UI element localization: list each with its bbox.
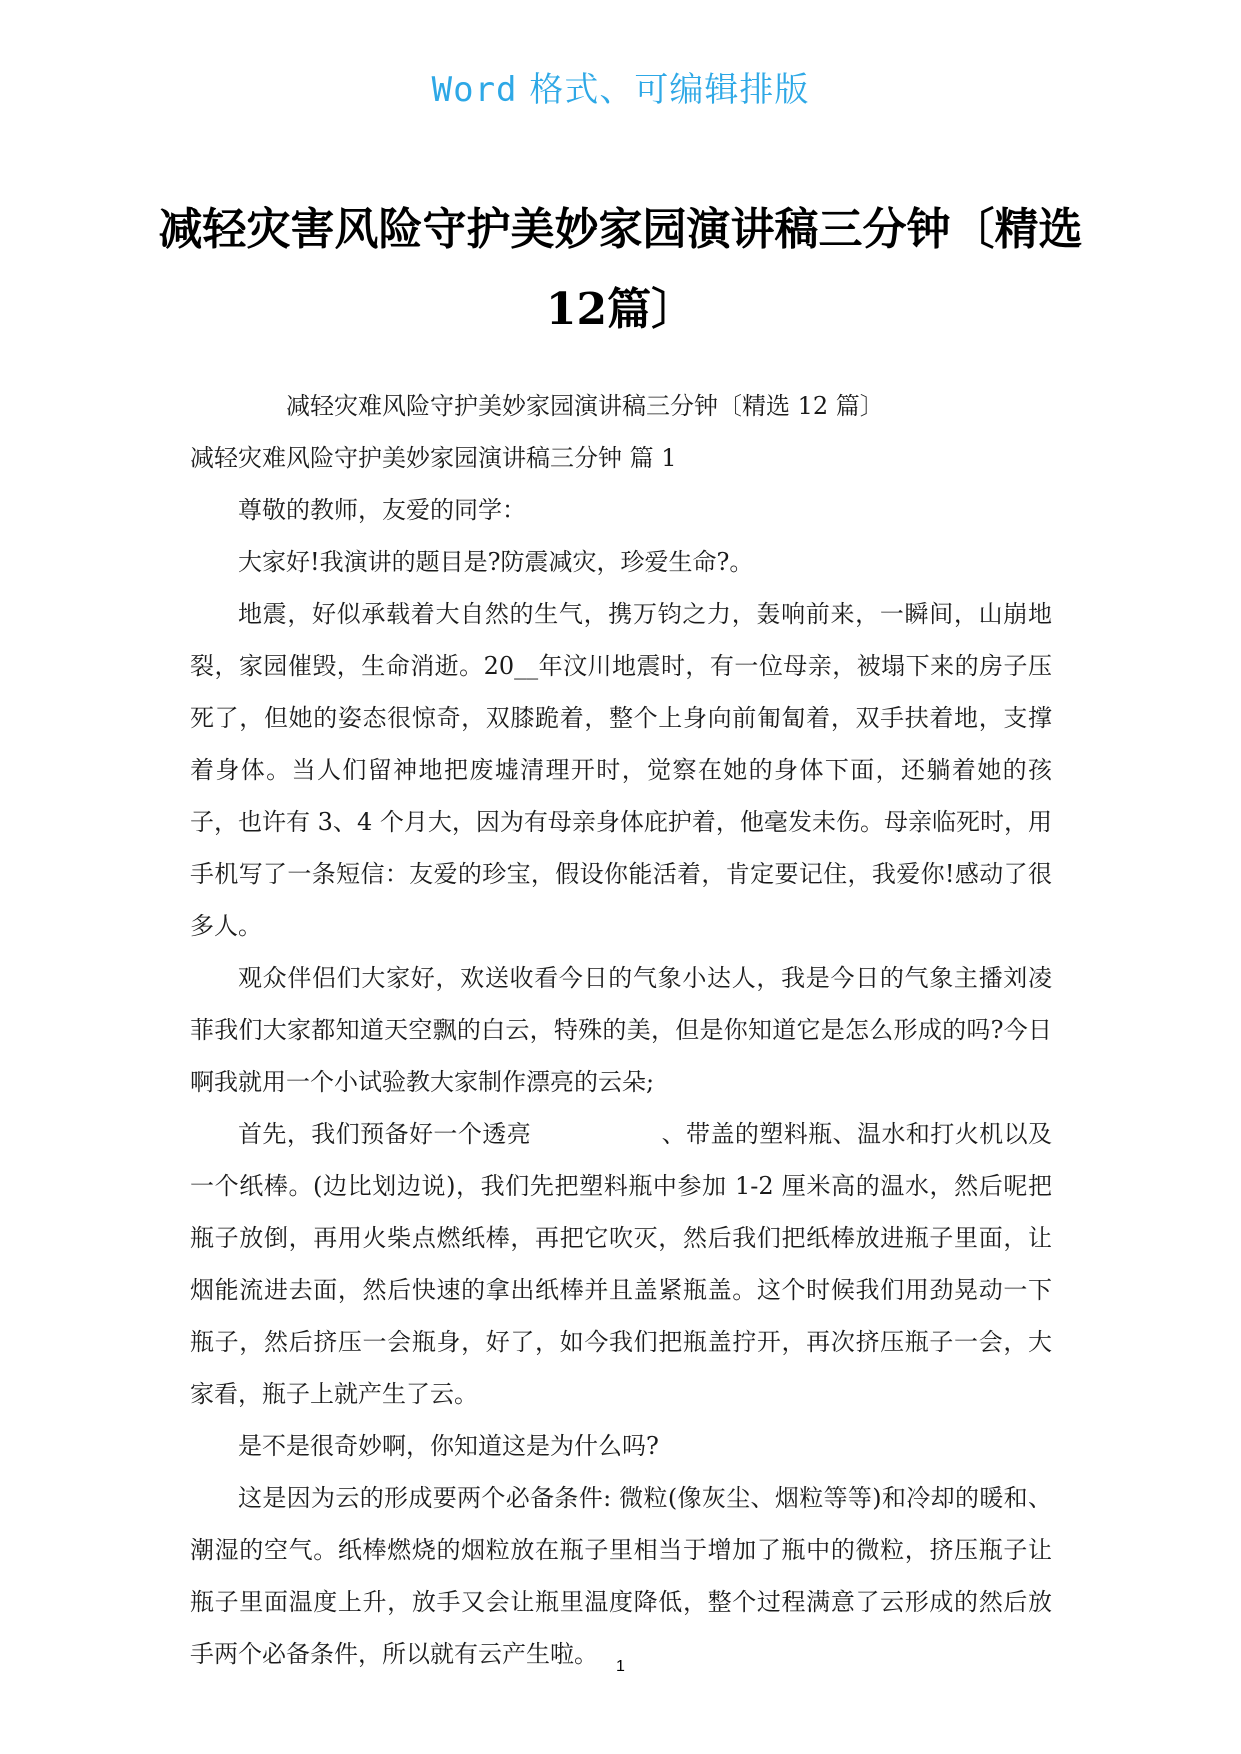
page-number: 1 bbox=[616, 1658, 625, 1675]
watermark-header bbox=[0, 62, 1241, 111]
title-line-2: 12篇〕 bbox=[545, 284, 696, 335]
title-line-1: 减轻灾害风险守护美妙家园演讲稿三分钟〔精选 bbox=[158, 204, 1083, 255]
paragraph-explanation: 这是因为云的形成要两个必备条件: 微粒(像灰尘、烟粒等等)和冷却的暖和、潮湿的空气。纸棒燃烧的烟粒放在瓶子里相当于增加了瓶中的微粒，挤压瓶子让瓶子里面温度上升，放手又会让瓶里温度降低，整个过程满意了云形成的然后放手两个必备条件，所以就有云产生啦。 bbox=[190, 1484, 1052, 1668]
document-subtitle: 减轻灾难风险守护美妙家园演讲稿三分钟〔精选 12 篇〕 bbox=[286, 392, 884, 420]
document-body bbox=[190, 380, 1052, 1680]
watermark-latin: Word bbox=[431, 70, 518, 110]
paragraph-experiment bbox=[190, 1108, 1052, 1420]
paragraph-topic: 大家好!我演讲的题目是?防震减灾，珍爱生命?。 bbox=[238, 548, 754, 576]
paragraph-weather-intro: 观众伴侣们大家好，欢送收看今日的气象小达人，我是今日的气象主播刘凌菲我们大家都知道天空飘的白云，特殊的美，但是你知道它是怎么形成的吗?今日啊我就用一个小试验教大家制作漂亮的云朵; bbox=[190, 964, 1052, 1096]
document-title bbox=[150, 190, 1091, 350]
paragraph-experiment-part-b: 、带盖的塑料瓶、温水和打火机以及一个纸棒。(边比划边说)，我们先把塑料瓶中参加 1-2 厘米高的温水，然后呢把瓶子放倒，再用火柴点燃纸棒，再把它吹灭，然后我们把纸棒放进瓶子里面，让烟能流进去面，然后快速的拿出纸棒并且盖紧瓶盖。这个时候我们用劲晃动一下瓶子，然后挤压一会瓶身，好了，如今我们把瓶盖拧开，再次挤压瓶子一会，大家看，瓶子上就产生了云。 bbox=[190, 1120, 1053, 1408]
section-heading: 减轻灾难风险守护美妙家园演讲稿三分钟 篇 1 bbox=[190, 444, 677, 472]
paragraph-earthquake: 地震，好似承载着大自然的生气，携万钧之力，轰响前来，一瞬间，山崩地裂，家园催毁，生命消逝。20__年汶川地震时，有一位母亲，被塌下来的房子压死了，但她的姿态很惊奇，双膝跪着，整个上身向前匍匐着，双手扶着地，支撑着身体。当人们留神地把废墟清理开时，觉察在她的身体下面，还躺着她的孩子，也许有 3、4 个月大，因为有母亲身体庇护着，他毫发未伤。母亲临死时，用手机写了一条短信：友爱的珍宝，假设你能活着，肯定要记住，我爱你!感动了很多人。 bbox=[190, 600, 1052, 940]
paragraph-greeting: 尊敬的教师，友爱的同学： bbox=[238, 496, 526, 524]
paragraph-experiment-part-a: 首先，我们预备好一个透亮 bbox=[238, 1120, 532, 1148]
watermark-cjk: 格式、可编辑排版 bbox=[529, 70, 810, 110]
paragraph-question: 是不是很奇妙啊，你知道这是为什么吗? bbox=[238, 1432, 659, 1460]
